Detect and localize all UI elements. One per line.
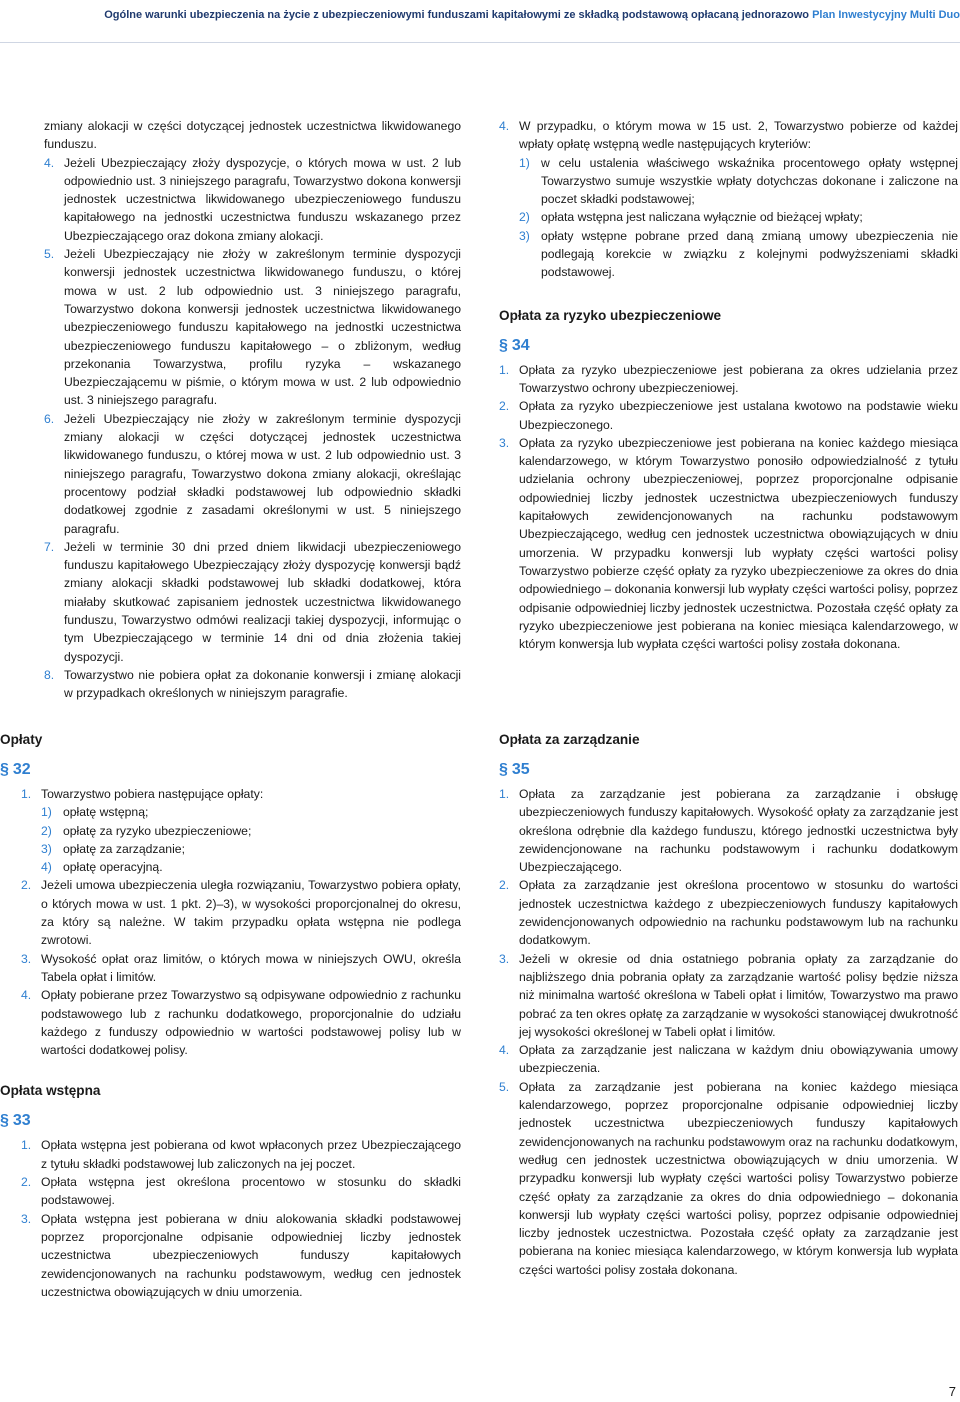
item-text: Opłata za zarządzanie jest pobierana na koniec każdego miesiąca kalendarzowego, poprzez proporcjonalne odpisanie odpowiedniej liczby jednostek uczestnictwa ubezpieczeniowych funduszy kapitałowych zewidencjonowanych na rachunku podstawowym oraz na rachunku dodatkowym, według cen jednostek uczestnictwa obowiązujących w dniu umorzenia. W przypadku konwersji lub wypłaty części wartości polisy Towarzystwo pobierze część opłaty za zarządzanie za okres do dnia odpowiedniego – dokonania konwersji lub wypłaty części wartości polisy, poprzez odpisanie odpowiedniej liczby jednostek uczestnictwa. Pozostała część opłaty za zarządzanie jest pobierana na koniec miesiąca kalendarzowego, w którym konwersja lub wypłata części wartości polisy została dokonana. [519, 1079, 958, 1277]
paragraph-number: 35 [511, 761, 530, 778]
list-item [499, 1041, 958, 1078]
sub-item-text: opłaty wstępne pobrane przed daną zmianą umowy ubezpieczenia nie podlegają korekcie w związku z kolejnymi podwyższeniami składki podstawowej. [541, 228, 958, 280]
item-text: Opłata za zarządzanie jest pobierana za zarządzanie i obsługę ubezpieczeniowych funduszy kapitałowych. Wysokość opłaty za zarządzanie jest określona odrębnie dla każdego funduszu, którego jednostki uczestnictwa były zewidencjonowane na rachunku podstawowym i rachunku dodatkowym Ubezpieczającego. [519, 787, 958, 875]
list-item [21, 1210, 461, 1301]
right-column-bottom [499, 730, 958, 1279]
document-title: Ogólne warunki ubezpieczenia na życie z ubezpieczeniowymi funduszami kapitałowymi ze składką podstawową opłacaną jednorazowo [104, 9, 810, 21]
item-text: Towarzystwo nie pobiera opłat za dokonanie konwersji i zmianę alokacji w przypadkach określonych w niniejszym paragrafie. [64, 667, 461, 701]
sub-item-number: 2) [519, 210, 530, 225]
item-number: 2. [21, 878, 32, 893]
sub-item [21, 822, 461, 840]
sub-item-number: 3) [41, 841, 52, 856]
list-item [21, 1173, 461, 1210]
item-number: 2. [499, 399, 510, 414]
list-item [499, 397, 958, 434]
item-number: 5. [44, 247, 55, 262]
paragraph-32 [0, 759, 461, 781]
item-text: Opłaty pobierane przez Towarzystwo są odpisywane odpowiednio z rachunku podstawowego lub z rachunku dodatkowego, proporcjonalnie do udziału każdego z funduszy odpowiednio w wartości podstawowej polisy lub w wartości dodatkowej polisy. [41, 988, 461, 1058]
item-text: Towarzystwo pobiera następujące opłaty: [41, 787, 264, 801]
item-number: 3. [21, 951, 32, 966]
list-item [499, 434, 958, 654]
list-item [499, 117, 958, 154]
paragraph-number: 33 [12, 1112, 31, 1130]
page-number: 7 [948, 1384, 956, 1399]
item-number: 8. [44, 667, 55, 682]
sub-item-number: 2) [41, 823, 52, 838]
list-item [499, 785, 958, 876]
item-text: Jeżeli Ubezpieczający nie złoży w zakreślonym terminie dyspozycji zmiany alokacji w części dotyczącej jednostek uczestnictwa likwidowanego funduszu, o której mowa w ust. 2 lub odpowiednio ust. 3 niniejszego paragrafu, Towarzystwo dokona zmiany alokacji, określając procentowy podział składki podstawowej lub odpowiednio składki dodatkowej zgodnie z zasadami określonymi w ust. 5 niniejszego paragrafu. [64, 411, 461, 536]
item-text: Opłata wstępna jest określona procentowo w stosunku do składki podstawowej. [41, 1175, 461, 1208]
section-sign-icon: § [499, 336, 508, 354]
list-item [499, 361, 958, 398]
item-number: 1. [499, 787, 510, 801]
item-text: Jeżeli w okresie od dnia ostatniego pobrania opłaty za zarządzanie do najbliższego dnia pobrania opłaty za zarządzanie wartość polisy będzie niższa niż minimalna wartość określona w Tabeli opłat i limitów, Towarzystwo ma prawo pobrać za ten okres opłatę za zarządzanie w wysokości stanowiącej dwukrotność jej wysokości określonej w Tabeli opłat i limitów. [519, 951, 958, 1039]
left-column-bottom [0, 730, 461, 1301]
item-number: 5. [499, 1079, 510, 1094]
section-sign-icon: § [0, 761, 9, 778]
item-number: 1. [21, 1138, 32, 1153]
oplaty-list [0, 785, 461, 1059]
item-number: 4. [21, 988, 32, 1003]
list-item [21, 986, 461, 1059]
item-number: 2. [499, 878, 510, 893]
item-text: Jeżeli Ubezpieczający złoży dyspozycje, o których mowa w ust. 2 lub odpowiednio ust. 3 niniejszego paragrafu, Towarzystwo dokona konwersji jednostek uczestnictwa likwidowanego ubezpieczeniowego funduszu kapitałowego na jednostki uczestnictwa funduszu wskazanego przez Ubezpieczającego oraz dokona zmiany alokacji. [64, 155, 461, 243]
sub-item [499, 154, 958, 209]
list-item [21, 785, 461, 803]
item-number: 2. [21, 1175, 32, 1190]
sub-item-text: opłatę za zarządzanie; [63, 841, 185, 856]
continuation-text: zmiany alokacji w części dotyczącej jednostek uczestnictwa likwidowanego funduszu. [44, 119, 461, 152]
sub-item-text: opłatę operacyjną. [63, 860, 163, 875]
paragraph-33 [0, 1110, 461, 1132]
sub-item-number: 3) [519, 228, 530, 243]
item-text: Opłata wstępna jest pobierana od kwot wpłaconych przez Ubezpieczającego z tytułu składki podstawowej lub zaliczonych na jej poczet. [41, 1138, 461, 1171]
left-column-top [44, 117, 461, 703]
item-text: Opłata za zarządzanie jest określona procentowo w stosunku do wartości jednostek uczestnictwa każdego z ubezpieczeniowych funduszy kapitałowych zewidencjonowanych odpowiednio na rachunku podstawowym lub na rachunku dodatkowym. [519, 878, 958, 948]
sub-item-number: 1) [519, 155, 530, 170]
sub-item-text: opłata wstępna jest naliczana wyłącznie od bieżącej wpłaty; [541, 210, 863, 225]
list-item [44, 245, 461, 410]
sub-item [21, 858, 461, 876]
paragraph-number: 34 [511, 336, 530, 354]
item-number: 3. [21, 1211, 32, 1226]
page-header [0, 0, 960, 43]
section-sign-icon: § [0, 1112, 9, 1130]
list-item [21, 950, 461, 987]
paragraph-number: 32 [12, 761, 31, 778]
right-column-top [499, 117, 958, 653]
item-text: Opłata za ryzyko ubezpieczeniowe jest pobierana za okres udzielania przez Towarzystwo ochrony ubezpieczeniowej. [519, 362, 958, 395]
sub-item-text: opłatę za ryzyko ubezpieczeniowe; [63, 823, 252, 838]
oplata-wstepna-list [0, 1136, 461, 1301]
item-number: 1. [499, 362, 510, 377]
list-item [499, 1078, 958, 1279]
item-text: Jeżeli Ubezpieczający nie złoży w zakreślonym terminie dyspozycji konwersji jednostek uczestnictwa likwidowanego funduszu, o której mowa w ust. 2 lub odpowiednio ust. 3 niniejszego paragrafu, Towarzystwo dokona konwersji jednostek uczestnictwa likwidowanego ubezpieczeniowego funduszu kapitałowego na jednostki uczestnictwa ubezpieczeniowego funduszu kapitałowego – o zbliżonym, według przekonania Towarzystwa, profilu ryzyka – wskazanego Ubezpieczającemu w piśmie, o którym mowa w ust. 2 lub odpowiednio ust. 3 niniejszego paragrafu. [64, 247, 461, 408]
sub-item-number: 1) [41, 805, 52, 820]
item-number: 3. [499, 951, 510, 966]
sub-item [21, 840, 461, 858]
section-sign-icon: § [499, 761, 508, 778]
list-item [44, 410, 461, 538]
sub-item [499, 208, 958, 226]
sub-item [499, 227, 958, 282]
list-item [499, 876, 958, 949]
paragraph-34 [499, 335, 958, 357]
sub-item-text: opłatę wstępną; [63, 805, 149, 820]
sub-item [21, 803, 461, 821]
item-text: Opłata za zarządzanie jest naliczana w każdym dniu obowiązywania umowy ubezpieczenia. [519, 1043, 958, 1076]
list-item [21, 1136, 461, 1173]
item-text: Opłata za ryzyko ubezpieczeniowe jest pobierana na koniec każdego miesiąca kalendarzowego, w którym Towarzystwo ponosiło odpowiedzialność z tytułu udzielania ochrony ubezpieczeniowej, poprzez proporcjonalne odpisanie odpowiedniej liczby jednostek uczestnictwa ubezpieczeniowych funduszy kapitałowych zewidencjonowanych na rachunku podstawowym Ubezpieczającego, według cen jednostek uczestnictwa obowiązujących w dniu umorzenia. W przypadku konwersji lub wypłaty części wartości polisy Towarzystwo pobierze część opłaty za ryzyko ubezpieczeniowe za okres do dnia odpowiedniego – dokonania konwersji lub wypłaty części wartości polisy, poprzez odpisanie odpowiedniej liczby jednostek uczestnictwa. Pozostała część opłaty za ryzyko ubezpieczeniowe jest pobierana na koniec miesiąca kalendarzowego, w którym konwersja lub wypłata części wartości polisy została dokonana. [519, 435, 958, 652]
item-number: 4. [499, 1043, 510, 1058]
item-number: 7. [44, 539, 55, 554]
section-title-oplata-ryzyko: Opłata za ryzyko ubezpieczeniowe [499, 307, 722, 323]
section-title-oplata-zarzadzanie: Opłata za zarządzanie [499, 732, 640, 747]
paragraph-35 [499, 759, 958, 781]
list-item [44, 666, 461, 703]
sub-item-number: 4) [41, 860, 52, 875]
list-item [44, 154, 461, 245]
item-number: 1. [21, 787, 32, 801]
section-title-oplaty: Opłaty [0, 732, 43, 747]
item-number: 4. [499, 119, 510, 133]
list-item [21, 876, 461, 949]
sub-item-text: w celu ustalenia właściwego wskaźnika procentowego opłaty wstępnej Towarzystwo sumuje wszystkie wpłaty dotychczas dokonane i zaliczone na poczet składki podstawowej; [541, 155, 958, 207]
section-title-oplata-wstepna: Opłata wstępna [0, 1083, 101, 1099]
item-number: 6. [44, 411, 55, 426]
header-title-line [104, 9, 960, 21]
item-text: Jeżeli umowa ubezpieczenia uległa rozwiązaniu, Towarzystwo pobiera opłaty, o których mowa w ust. 1 pkt. 2)–3), w wysokości proporcjonalnej do okresu, za który są należne. W takim przypadku opłata wstępna nie podlega zwrotowi. [41, 878, 461, 948]
product-name: Plan Inwestycyjny Multi Duo [812, 9, 960, 21]
item-text: Opłata wstępna jest pobierana w dniu alokowania składki podstawowej poprzez proporcjonalne odpisanie odpowiedniej liczby jednostek uczestnictwa ubezpieczeniowych funduszy kapitałowych zewidencjonowanych na rachunku podstawowym, według cen jednostek uczestnictwa obowiązujących w dniu umorzenia. [41, 1211, 461, 1299]
item-number: 3. [499, 435, 510, 450]
item-text: W przypadku, o którym mowa w 15 ust. 2, Towarzystwo pobierze od każdej wpłaty opłatę wstępną wedle następujących kryteriów: [519, 119, 958, 152]
item-text: Wysokość opłat oraz limitów, o których mowa w niniejszych OWU, określa Tabela opłat i limitów. [41, 951, 461, 984]
item-number: 4. [44, 155, 55, 170]
item-text: Opłata za ryzyko ubezpieczeniowe jest ustalana kwotowo na podstawie wieku Ubezpieczonego. [519, 399, 958, 432]
list-item [499, 950, 958, 1041]
list-item [44, 538, 461, 666]
item-text: Jeżeli w terminie 30 dni przed dniem likwidacji ubezpieczeniowego funduszu kapitałowego Ubezpieczający złoży dyspozycję konwersji bądź zmiany alokacji składki podstawowej lub składki dodatkowej, która miałaby skutkować zapisaniem jednostek uczestnictwa likwidowanego funduszu, Towarzystwo odmówi realizacji takiej dyspozycji, informując o tym Ubezpieczającego w terminie 14 dni od dnia złożenia takiej dyspozycji. [64, 539, 461, 664]
